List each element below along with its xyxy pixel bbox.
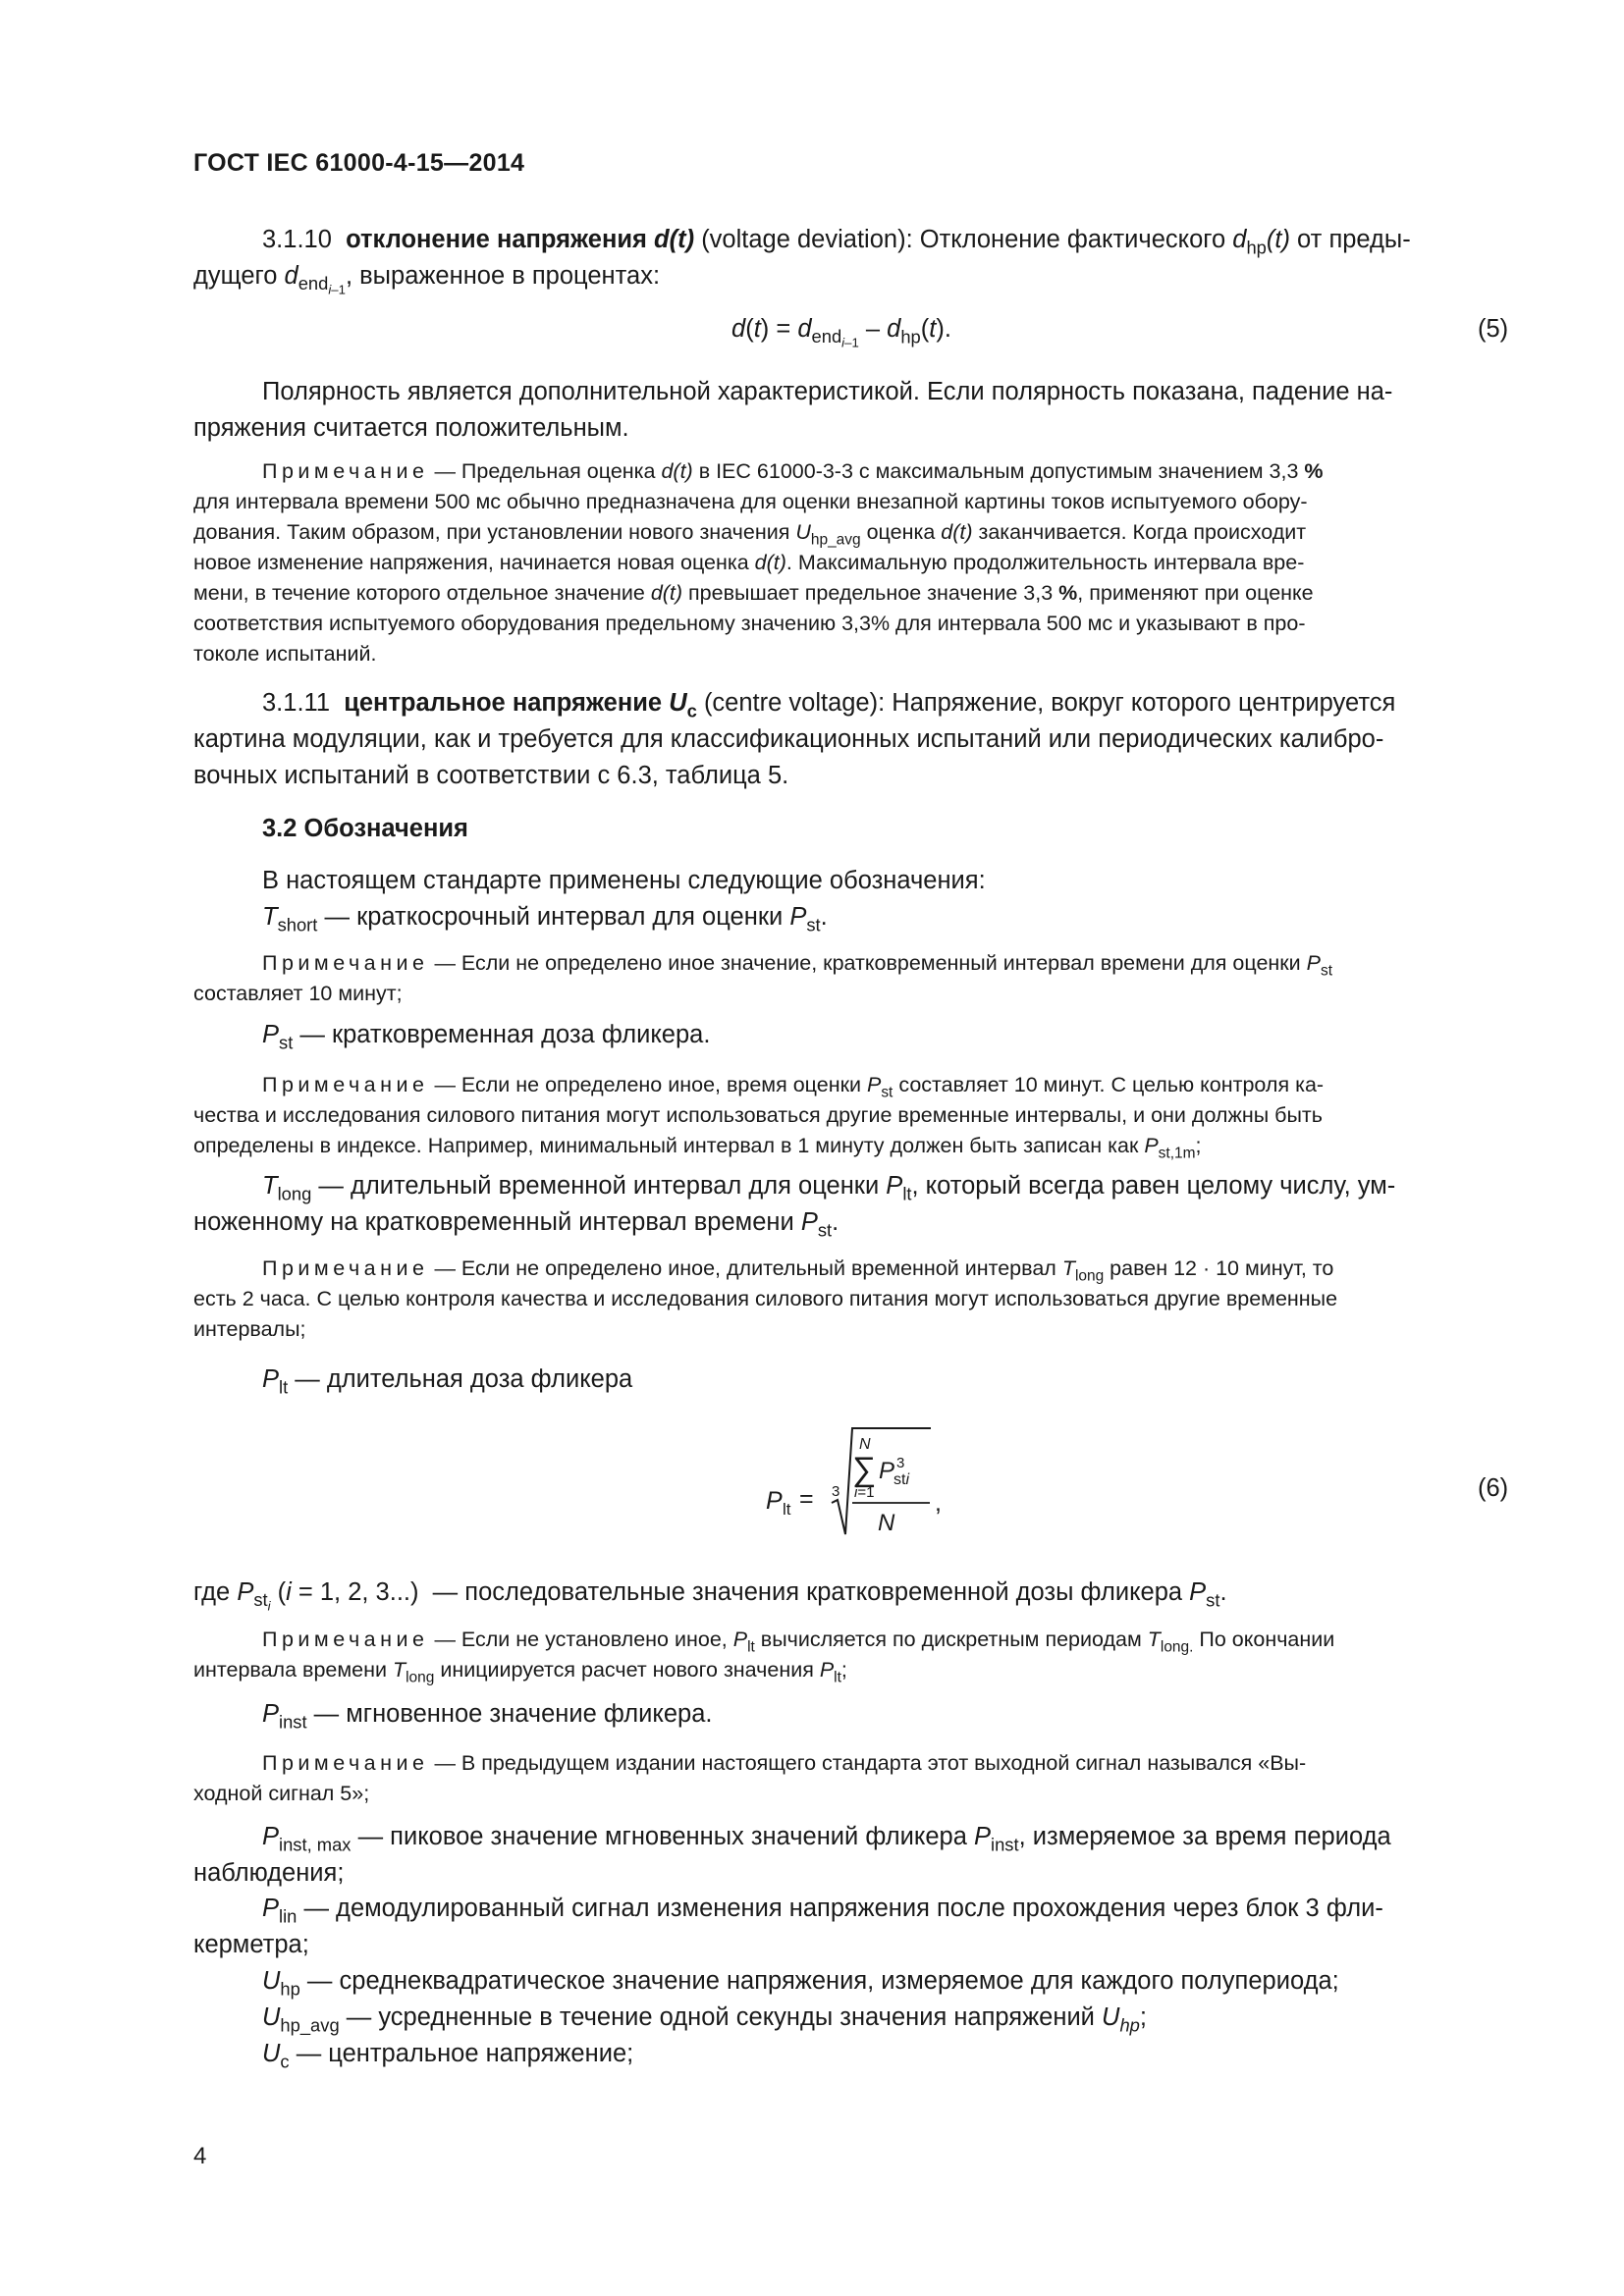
polarity-paragraph: Полярность является дополнительной характеристикой. Если полярность показана, падение на-	[262, 378, 1393, 405]
symbol-uc: $U_c$ — центральное напряжение;	[262, 2040, 634, 2072]
note-2: Примечание — Если не определено иное значение, кратковременный интервал времени для оценки $P_{st}$ составляет 10 минут;	[193, 951, 1333, 1005]
clause-3-1-11: 3.1.11 центральное напряжение $U_c$ (centre voltage): Напряжение, вокруг которого центрируется картина модуляции, как и требуется для классификационных испытаний или периодических калибро- вочных испытаний в соответствии с 6.3, таблица 5.	[193, 689, 1396, 789]
equation-5-number: (5)	[1478, 315, 1509, 343]
section-3-2-title: 3.2 Обозначения	[262, 815, 468, 842]
polarity-paragraph-line2: пряжения считается положительным.	[193, 414, 629, 442]
symbol-uhp: $U_{hp}$ — среднеквадратическое значение напряжения, измеряемое для каждого полупериода;	[262, 1967, 1339, 2000]
symbol-plin: $P_{lin}$ — демодулированный сигнал изменения напряжения после прохождения через блок 3 фли- керметра;	[193, 1895, 1383, 1958]
svg-text:P: P	[766, 1487, 783, 1515]
note-6: Примечание — В предыдущем издании настоящего стандарта этот выходной сигнал назывался «Вы- ходной сигнал 5»;	[193, 1751, 1307, 1805]
symbol-pst: $P_{st}$ — кратковременная доза фликера.	[262, 1021, 711, 1053]
svg-text:lt: lt	[783, 1500, 791, 1519]
symbol-pinst-max: $P_{inst, max}$ — пиковое значение мгновенных значений фликера $P_{inst}$, измеряемое за время периода наблюдения;	[193, 1823, 1391, 1887]
symbol-pinst: $P_{inst}$ — мгновенное значение фликера.	[262, 1700, 713, 1733]
document-header: ГОСТ IEC 61000-4-15—2014	[193, 149, 525, 177]
note-3: Примечание — Если не определено иное, время оценки $P_{st}$ составляет 10 минут. С целью контроля ка- чества и исследования силового питания могут использоваться другие временные интервалы, и они должны быть определены в индексе. Например, минимальный интервал в 1 минуту должен быть записан как $P_{st,1m}$;	[193, 1073, 1325, 1162]
svg-text:,: ,	[935, 1489, 942, 1517]
section-3-2-intro: В настоящем стандарте применены следующие обозначения:	[262, 867, 986, 894]
symbol-tlong: $T_{long}$ — длительный временной интервал для оценки $P_{lt}$, который всегда равен целому числу, ум- ноженному на кратковременный интервал времени $P_{st}$.	[193, 1172, 1396, 1241]
svg-text:3: 3	[896, 1455, 905, 1471]
symbol-plt: $P_{lt}$ — длительная доза фликера	[262, 1365, 633, 1398]
symbol-tshort: $T_{short}$ — краткосрочный интервал для оценки $P_{st}$.	[262, 903, 828, 935]
svg-text:∑: ∑	[852, 1451, 877, 1488]
note-5: Примечание — Если не установлено иное, $P_{lt}$ вычисляется по дискретным периодам $T_{long.}$ По окончании интервала времени $T_{long}$ инициируется расчет нового значения $P_{lt}$;	[193, 1628, 1335, 1686]
symbol-uhp-avg: $U_{hp\_avg}$ — усредненные в течение одной секунды значения напряжений $U_{hp}$;	[262, 2003, 1147, 2036]
equation-6	[766, 1418, 1001, 1546]
svg-text:i=1: i=1	[854, 1484, 875, 1501]
svg-text:=: =	[799, 1485, 814, 1513]
page-number: 4	[193, 2143, 207, 2169]
note-4: Примечание — Если не определено иное, длительный временной интервал $T_{long}$ равен 12 · 10 минут, то есть 2 часа. С целью контроля качества и исследования силового питания могут использоваться другие временные интервалы;	[193, 1256, 1338, 1341]
svg-text:sti: sti	[893, 1471, 910, 1488]
clause-3-1-10-line2: дущего $d_{end_{i-1}}$, выраженное в процентах:	[193, 262, 661, 298]
equation-6-number: (6)	[1478, 1474, 1509, 1502]
note-1: Примечание — Предельная оценка d(t) в IEC 61000-3-3 с максимальным допустимым значением 3,3 % для интервала времени 500 мс обычно предназначена для оценки внезапной картины токов испытуемого обору- дования. Таким образом, при установлении нового значения $U_{hp\_avg}$ оценка d(t) заканчивается. Когда происходит новое изменение напряжения, начинается новая оценка d(t). Максимальную продолжительность интервала вре- мени, в течение которого отдельное значение d(t) превышает предельное значение 3,3 %, применяют при оценке соответствия испытуемого оборудования предельному значению 3,3% для интервала 500 мс и указывают в про- токоле испытаний.	[193, 459, 1324, 666]
svg-text:P: P	[879, 1458, 895, 1484]
svg-text:3: 3	[832, 1483, 840, 1500]
where-clause: где $P_{st_i}$ (i = 1, 2, 3...) — последовательные значения кратковременной дозы фликера $P_{st}$.	[193, 1578, 1227, 1615]
equation-5: $d(t) = d_{end_{i-1}} - d_{hp}(t)$.	[731, 315, 951, 351]
clause-3-1-10: 3.1.10 отклонение напряжения d(t) (voltage deviation): Отклонение фактического $d_{hp}(t)$ от преды-	[262, 226, 1411, 258]
svg-text:N: N	[859, 1436, 871, 1453]
svg-text:N: N	[878, 1510, 895, 1536]
